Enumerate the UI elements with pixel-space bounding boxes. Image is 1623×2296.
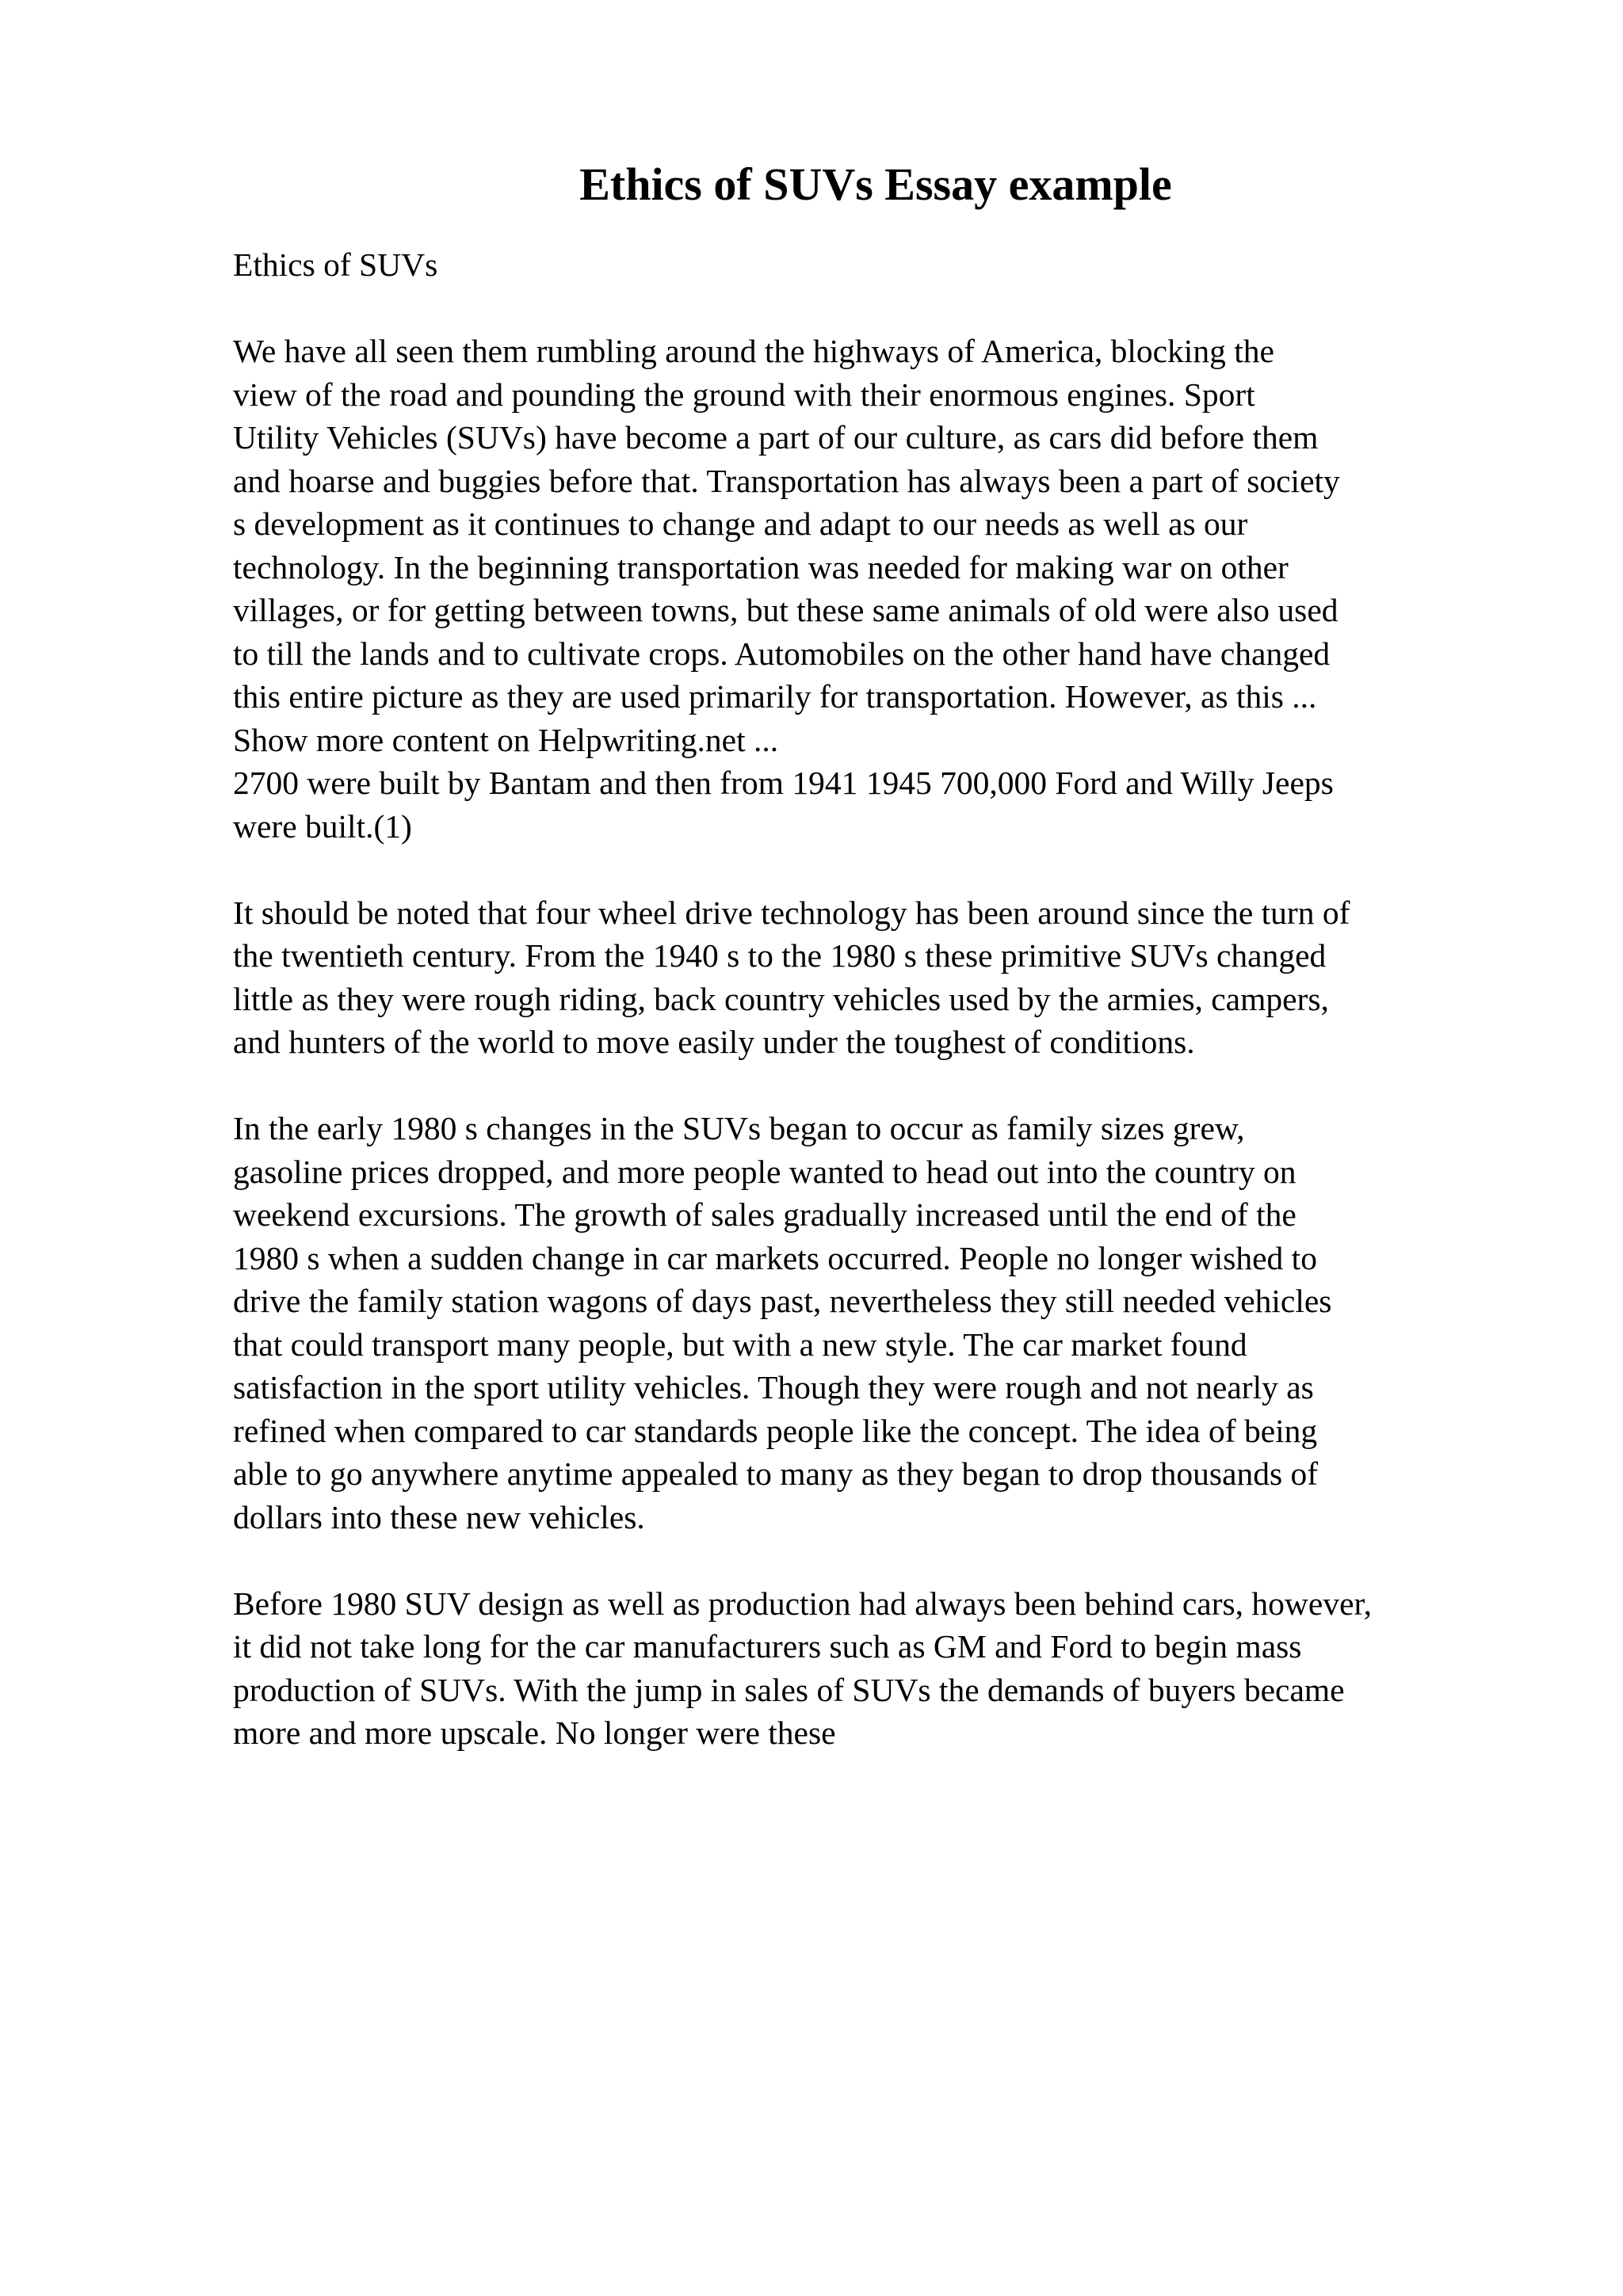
text-line: it did not take long for the car manufacturers such as GM and Ford to begin mass (233, 1628, 1302, 1665)
text-line: We have all seen them rumbling around the highways of America, blocking the (233, 333, 1274, 369)
paragraph-1 (233, 330, 1596, 848)
text-line: more and more upscale. No longer were these (233, 1714, 836, 1751)
text-line: refined when compared to car standards people like the concept. The idea of being (233, 1412, 1318, 1449)
document-title: Ethics of SUVs Essay example (579, 158, 1172, 210)
text-line: that could transport many people, but with a new style. The car market found (233, 1325, 1247, 1363)
paragraph-3 (233, 1107, 1596, 1539)
text-line: Utility Vehicles (SUVs) have become a part of our culture, as cars did before them (233, 419, 1319, 456)
text-line: In the early 1980 s changes in the SUVs began to occur as family sizes grew, (233, 1110, 1245, 1146)
text-line: little as they were rough riding, back country vehicles used by the armies, campers, (233, 980, 1329, 1017)
text-line: dollars into these new vehicles. (233, 1498, 645, 1535)
text-line: and hunters of the world to move easily under the toughest of conditions. (233, 1024, 1195, 1060)
document-subtitle: Ethics of SUVs (233, 246, 438, 283)
text-line: this entire picture as they are used primarily for transportation. However, as this ... (233, 678, 1317, 715)
text-line: weekend excursions. The growth of sales gradually increased until the end of the (233, 1196, 1296, 1233)
text-line: were built.(1) (233, 807, 412, 845)
paragraph-gap (233, 287, 1596, 330)
text-line: s development as it continues to change and adapt to our needs as well as our (233, 505, 1248, 542)
text-line: It should be noted that four wheel drive technology has been around since the turn of (233, 894, 1350, 931)
paragraph-gap (233, 1064, 1596, 1108)
text-line: view of the road and pounding the ground with their enormous engines. Sport (233, 376, 1255, 413)
text-line: satisfaction in the sport utility vehicles. Though they were rough and not nearly as (233, 1369, 1314, 1405)
text-line: technology. In the beginning transportation was needed for making war on other (233, 548, 1289, 585)
text-line: Before 1980 SUV design as well as production had always been behind cars, however, (233, 1585, 1373, 1622)
text-line: gasoline prices dropped, and more people wanted to head out into the country on (233, 1153, 1296, 1190)
text-line: able to go anywhere anytime appealed to many as they began to drop thousands of (233, 1455, 1319, 1492)
text-line: villages, or for getting between towns, but these same animals of old were also used (233, 592, 1338, 628)
paragraph-gap (233, 848, 1596, 891)
text-line: 1980 s when a sudden change in car markets occurred. People no longer wished to (233, 1239, 1317, 1276)
text-line: production of SUVs. With the jump in sales of SUVs the demands of buyers became (233, 1671, 1345, 1708)
text-line: 2700 were built by Bantam and then from 1941 1945 700,000 Ford and Willy Jeeps (233, 765, 1334, 801)
text-line: and hoarse and buggies before that. Transportation has always been a part of society (233, 462, 1340, 499)
paragraph-4 (233, 1582, 1596, 1755)
document-body (233, 243, 1596, 1755)
text-line: to till the lands and to cultivate crops. Automobiles on the other hand have changed (233, 635, 1331, 672)
paragraph-2 (233, 891, 1596, 1064)
paragraph-gap (233, 1539, 1596, 1582)
text-line: the twentieth century. From the 1940 s to the 1980 s these primitive SUVs changed (233, 937, 1327, 974)
text-line: drive the family station wagons of days past, nevertheless they still needed vehicles (233, 1283, 1332, 1319)
show-more-link[interactable]: Show more content on Helpwriting.net ... (233, 721, 779, 758)
